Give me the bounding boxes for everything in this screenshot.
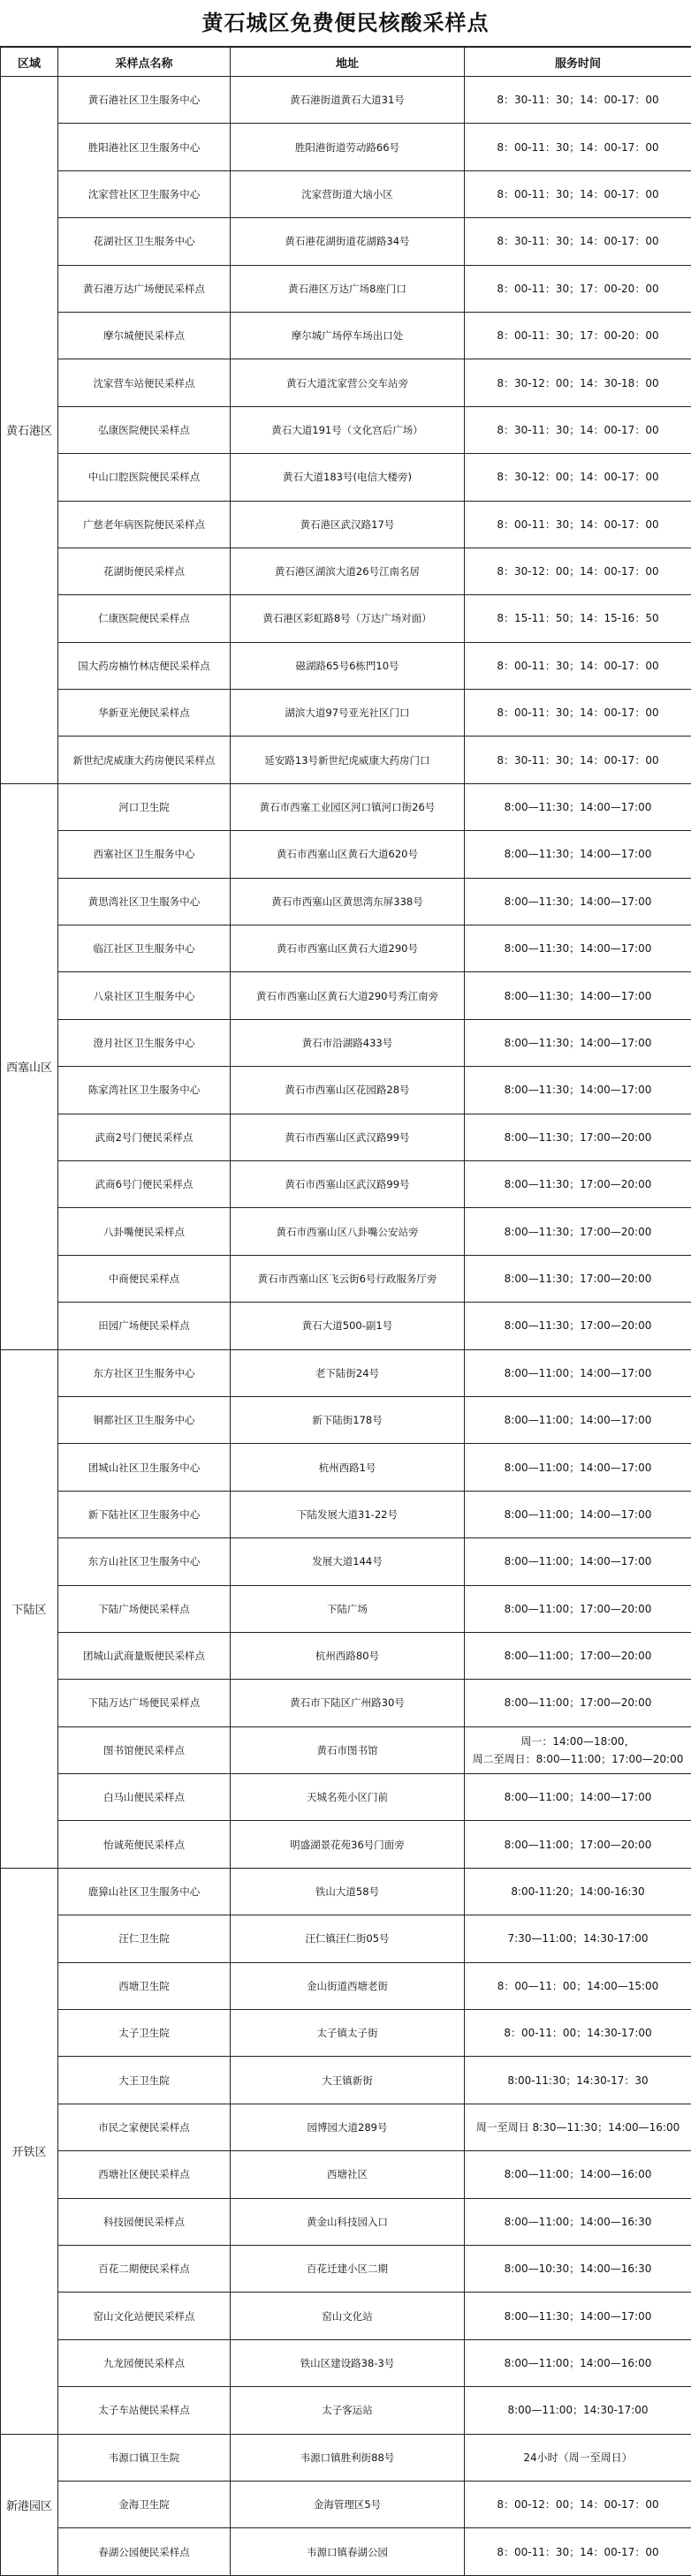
header-service-time: 服务时间	[465, 48, 691, 77]
address-cell: 黄石港区彩虹路8号（万达广场对面）	[231, 595, 465, 642]
table-row	[1, 1632, 691, 1679]
service-time-cell	[465, 77, 691, 124]
site-name-cell: 团城山社区卫生服务中心	[58, 1444, 231, 1491]
site-name-cell: 沈家营社区卫生服务中心	[58, 170, 231, 217]
service-time-cell	[465, 2245, 691, 2292]
region-cell: 新港园区	[1, 2434, 58, 2575]
service-time-line: 8：00-12：00；14：00-17：00	[467, 2496, 688, 2513]
address-cell: 老下陆街24号	[231, 1349, 465, 1396]
address-cell: 黄金山科技园入口	[231, 2198, 465, 2245]
service-time-cell	[465, 2339, 691, 2386]
service-time-cell	[465, 548, 691, 594]
service-time-line: 8:00-11:20；14:00-16:30	[467, 1883, 688, 1900]
table-row	[1, 501, 691, 548]
site-name-cell: 黄思湾社区卫生服务中心	[58, 878, 231, 925]
address-cell: 金山街道西塘老街	[231, 1962, 465, 2009]
address-cell: 下陆广场	[231, 1585, 465, 1632]
address-cell: 黄石市西塞山区八卦嘴公安站旁	[231, 1208, 465, 1255]
service-time-line: 8:00—11:30；14:00—17:00	[467, 940, 688, 957]
table-row	[1, 737, 691, 783]
service-time-cell	[465, 2481, 691, 2527]
address-cell: 汪仁镇汪仁街05号	[231, 1915, 465, 1962]
table-row	[1, 642, 691, 689]
table-row	[1, 1114, 691, 1160]
service-time-cell	[465, 2104, 691, 2150]
service-time-line: 8：30-11：30；14：00-17：00	[467, 91, 688, 109]
service-time-cell	[465, 1585, 691, 1632]
service-time-cell	[465, 2151, 691, 2198]
service-time-cell	[465, 737, 691, 783]
address-cell: 湖滨大道97号亚光社区门口	[231, 690, 465, 737]
service-time-line: 8：00—11：00；14:00—15:00	[467, 1977, 688, 1995]
table-row	[1, 1019, 691, 1066]
service-time-cell	[465, 265, 691, 312]
service-time-cell	[465, 1349, 691, 1396]
service-time-cell	[465, 124, 691, 170]
table-row	[1, 77, 691, 124]
address-cell: 明盛湖景花苑36号门面旁	[231, 1821, 465, 1868]
table-row	[1, 2104, 691, 2150]
address-cell: 黄石市西塞山区武汉路99号	[231, 1114, 465, 1160]
service-time-line: 8：00-11：30；14：00-17：00	[467, 516, 688, 533]
table-row	[1, 218, 691, 265]
site-name-cell: 河口卫生院	[58, 783, 231, 830]
service-time-cell	[465, 312, 691, 359]
table-row	[1, 1303, 691, 1349]
service-time-cell	[465, 831, 691, 878]
service-time-line: 周一：14:00—18:00，	[467, 1733, 688, 1750]
site-name-cell: 九龙园便民采样点	[58, 2339, 231, 2386]
site-name-cell: 太子车站便民采样点	[58, 2387, 231, 2434]
table-row	[1, 2481, 691, 2527]
address-cell: 黄石港花湖街道花湖路34号	[231, 218, 465, 265]
service-time-line: 8：30-12：00；14：00-17：00	[467, 468, 688, 486]
site-name-cell: 华新亚光便民采样点	[58, 690, 231, 737]
service-time-line: 8：15-11：50；14：15-16：50	[467, 609, 688, 627]
address-cell: 黄石市西塞山区黄石大道620号	[231, 831, 465, 878]
service-time-line: 8:00—11:30；14:00—17:00	[467, 2308, 688, 2325]
table-row	[1, 1774, 691, 1821]
service-time-line: 8:00—11:30；17:00—20:00	[467, 1175, 688, 1193]
service-time-cell	[465, 595, 691, 642]
service-time-cell	[465, 501, 691, 548]
site-name-cell: 田园广场便民采样点	[58, 1303, 231, 1349]
address-cell: 黄石市西塞工业园区河口镇河口街26号	[231, 783, 465, 830]
table-row	[1, 1726, 691, 1773]
address-cell: 大王镇新街	[231, 2057, 465, 2104]
service-time-line: 24小时（周一至周日）	[467, 2449, 688, 2466]
service-time-line: 周二至周日：8:00—11:00；17:00—20:00	[467, 1750, 688, 1768]
service-time-line: 8：30-12：00；14：00-17：00	[467, 563, 688, 580]
table-header-row	[1, 48, 691, 77]
table-row	[1, 1680, 691, 1726]
service-time-cell	[465, 2010, 691, 2057]
address-cell: 黄石大道沈家营公交车站旁	[231, 359, 465, 406]
site-name-cell: 武商6号门便民采样点	[58, 1160, 231, 1207]
table-row	[1, 1915, 691, 1962]
address-cell: 黄石市西塞山区武汉路99号	[231, 1160, 465, 1207]
service-time-line: 8：00-11：00；14:30-17:00	[467, 2024, 688, 2042]
site-name-cell: 东方山社区卫生服务中心	[58, 1538, 231, 1585]
table-row	[1, 925, 691, 972]
service-time-cell	[465, 1868, 691, 1915]
site-name-cell: 西塞社区卫生服务中心	[58, 831, 231, 878]
table-row	[1, 1349, 691, 1396]
service-time-cell	[465, 218, 691, 265]
service-time-cell	[465, 1491, 691, 1537]
service-time-cell	[465, 406, 691, 453]
site-name-cell: 仁康医院便民采样点	[58, 595, 231, 642]
table-row	[1, 690, 691, 737]
service-time-line: 8:00—11:30；14:00—17:00	[467, 893, 688, 910]
table-row	[1, 2151, 691, 2198]
address-cell: 杭州西路1号	[231, 1444, 465, 1491]
region-cell: 下陆区	[1, 1349, 58, 1868]
service-time-line: 8:00—11:00；14:00—17:00	[467, 1411, 688, 1429]
region-cell: 黄石港区	[1, 77, 58, 784]
service-time-cell	[465, 1396, 691, 1443]
site-name-cell: 黄石港万达广场便民采样点	[58, 265, 231, 312]
service-time-line: 8：00-11：30；14：00-17：00	[467, 139, 688, 156]
service-time-line: 8:00—11:00；14:00—17:00	[467, 1506, 688, 1523]
service-time-line: 8:00—11:30；17:00—20:00	[467, 1223, 688, 1241]
table-row	[1, 1585, 691, 1632]
address-cell: 韦源口镇胜利街88号	[231, 2434, 465, 2481]
service-time-cell	[465, 1067, 691, 1114]
address-cell: 黄石市图书馆	[231, 1726, 465, 1773]
site-name-cell: 武商2号门便民采样点	[58, 1114, 231, 1160]
service-time-cell	[465, 1538, 691, 1585]
table-row	[1, 359, 691, 406]
address-cell: 黄石港街道黄石大道31号	[231, 77, 465, 124]
table-row	[1, 406, 691, 453]
table-row	[1, 972, 691, 1019]
address-cell: 太子镇太子街	[231, 2010, 465, 2057]
table-body	[1, 77, 691, 2576]
page-title: 黄石城区免费便民核酸采样点	[0, 0, 691, 47]
site-name-cell: 汪仁卫生院	[58, 1915, 231, 1962]
service-time-cell	[465, 2293, 691, 2339]
service-time-cell	[465, 1680, 691, 1726]
address-cell: 新下陆街178号	[231, 1396, 465, 1443]
address-cell: 黄石市西塞山区飞云街6号行政服务厅旁	[231, 1255, 465, 1302]
address-cell: 铁山区建设路38-3号	[231, 2339, 465, 2386]
address-cell: 摩尔城广场停车场出口处	[231, 312, 465, 359]
site-name-cell: 百花二期便民采样点	[58, 2245, 231, 2292]
table-row	[1, 2198, 691, 2245]
site-name-cell: 团城山武商量贩便民采样点	[58, 1632, 231, 1679]
service-time-cell	[465, 1821, 691, 1868]
address-cell: 窑山文化站	[231, 2293, 465, 2339]
service-time-cell	[465, 2434, 691, 2481]
address-cell: 黄石大道191号（文化宫后广场）	[231, 406, 465, 453]
service-time-line: 8:00—11:00；17:00—20:00	[467, 1647, 688, 1665]
region-cell: 西塞山区	[1, 783, 58, 1349]
site-name-cell: 中商便民采样点	[58, 1255, 231, 1302]
table-row	[1, 1538, 691, 1585]
service-time-line: 8:00—11:30；14:00—17:00	[467, 987, 688, 1005]
site-name-cell: 黄石港社区卫生服务中心	[58, 77, 231, 124]
site-name-cell: 中山口腔医院便民采样点	[58, 454, 231, 501]
service-time-line: 8:00—11:30；17:00—20:00	[467, 1270, 688, 1288]
service-time-line: 8:00—11:30；17:00—20:00	[467, 1317, 688, 1334]
service-time-line: 8：30-11：30；14：00-17：00	[467, 421, 688, 439]
service-time-cell	[465, 972, 691, 1019]
service-time-cell	[465, 1962, 691, 2009]
table-row	[1, 2057, 691, 2104]
address-cell: 磁湖路65号6栋門10号	[231, 642, 465, 689]
address-cell: 西塘社区	[231, 2151, 465, 2198]
service-time-line: 8：30-11：30；14：00-17：00	[467, 752, 688, 769]
address-cell: 胜阳港街道劳动路66号	[231, 124, 465, 170]
site-name-cell: 陈家湾社区卫生服务中心	[58, 1067, 231, 1114]
table-row	[1, 1444, 691, 1491]
table-row	[1, 595, 691, 642]
service-time-cell	[465, 1303, 691, 1349]
service-time-cell	[465, 1444, 691, 1491]
header-region: 区域	[1, 48, 58, 77]
service-time-cell	[465, 925, 691, 972]
table-row	[1, 878, 691, 925]
region-cell: 开铁区	[1, 1868, 58, 2434]
service-time-line: 8：00-11：30；14：00-17：00	[467, 657, 688, 675]
service-time-line: 8：00-11：30；14：00-17：00	[467, 2543, 688, 2561]
service-time-line: 8:00—11:00；14:00—17:00	[467, 1788, 688, 1806]
service-time-line: 8:00—11:30；14:00—17:00	[467, 798, 688, 816]
service-time-line: 8:00—11:30；14:00—17:00	[467, 845, 688, 863]
table-row	[1, 2293, 691, 2339]
service-time-cell	[465, 359, 691, 406]
site-name-cell: 胜阳港社区卫生服务中心	[58, 124, 231, 170]
service-time-cell	[465, 1160, 691, 1207]
site-name-cell: 广慈老年病医院便民采样点	[58, 501, 231, 548]
service-time-cell	[465, 1774, 691, 1821]
service-time-cell	[465, 2387, 691, 2434]
site-name-cell: 国大药房楠竹林店便民采样点	[58, 642, 231, 689]
table-row	[1, 2528, 691, 2575]
table-row	[1, 2010, 691, 2057]
site-name-cell: 新下陆社区卫生服务中心	[58, 1491, 231, 1537]
site-name-cell: 太子卫生院	[58, 2010, 231, 2057]
table-row	[1, 1396, 691, 1443]
address-cell: 黄石市下陆区广州路30号	[231, 1680, 465, 1726]
service-time-line: 8：00-11：30；17：00-20：00	[467, 280, 688, 298]
table-row	[1, 1255, 691, 1302]
site-name-cell: 花湖街便民采样点	[58, 548, 231, 594]
service-time-line: 8：00-11：30；14：00-17：00	[467, 704, 688, 721]
address-cell: 黄石市沿湖路433号	[231, 1019, 465, 1066]
address-cell: 发展大道144号	[231, 1538, 465, 1585]
table-row	[1, 831, 691, 878]
site-name-cell: 春湖公园便民采样点	[58, 2528, 231, 2575]
address-cell: 下陆发展大道31-22号	[231, 1491, 465, 1537]
service-time-cell	[465, 1114, 691, 1160]
service-time-line: 8:00—11:00；17:00—20:00	[467, 1694, 688, 1711]
table-row	[1, 548, 691, 594]
table-row	[1, 783, 691, 830]
table-row	[1, 454, 691, 501]
address-cell: 沈家营街道大垴小区	[231, 170, 465, 217]
site-name-cell: 新世纪虎威康大药房便民采样点	[58, 737, 231, 783]
site-name-cell: 下陆广场便民采样点	[58, 1585, 231, 1632]
service-time-line: 8:00—11:00；14:00—16:30	[467, 2213, 688, 2231]
site-name-cell: 八泉社区卫生服务中心	[58, 972, 231, 1019]
service-time-line: 8:00—11:00；14:00—16:00	[467, 2165, 688, 2183]
header-address: 地址	[231, 48, 465, 77]
site-name-cell: 怡诚苑便民采样点	[58, 1821, 231, 1868]
service-time-line: 8：00-11：30；17：00-20：00	[467, 327, 688, 344]
address-cell: 太子客运站	[231, 2387, 465, 2434]
site-name-cell: 摩尔城便民采样点	[58, 312, 231, 359]
service-time-cell	[465, 454, 691, 501]
address-cell: 铁山大道58号	[231, 1868, 465, 1915]
address-cell: 黄石市西塞山区黄石大道290号秀江南旁	[231, 972, 465, 1019]
service-time-line: 8:00—11:30；14:00—17:00	[467, 1081, 688, 1099]
site-name-cell: 下陆万达广场便民采样点	[58, 1680, 231, 1726]
service-time-cell	[465, 1019, 691, 1066]
service-time-line: 8:00—11:00；14:30-17:00	[467, 2401, 688, 2419]
site-name-cell: 澄月社区卫生服务中心	[58, 1019, 231, 1066]
site-name-cell: 铜都社区卫生服务中心	[58, 1396, 231, 1443]
service-time-cell	[465, 1726, 691, 1773]
address-cell: 黄石港区万达广场8座门口	[231, 265, 465, 312]
table-row	[1, 2245, 691, 2292]
address-cell: 天城名苑小区门前	[231, 1774, 465, 1821]
table-row	[1, 2387, 691, 2434]
service-time-cell	[465, 690, 691, 737]
address-cell: 百花迁建小区二期	[231, 2245, 465, 2292]
table-row	[1, 124, 691, 170]
service-time-line: 8：00-11：30；14：00-17：00	[467, 185, 688, 203]
address-cell: 杭州西路80号	[231, 1632, 465, 1679]
service-time-line: 8:00—10:30；14:00—16:30	[467, 2260, 688, 2278]
address-cell: 黄石市西塞山区黄思湾东屏338号	[231, 878, 465, 925]
site-name-cell: 图书馆便民采样点	[58, 1726, 231, 1773]
site-name-cell: 韦源口镇卫生院	[58, 2434, 231, 2481]
address-cell: 黄石市西塞山区花园路28号	[231, 1067, 465, 1114]
service-time-line: 8:00—11:30；14:00—17:00	[467, 1034, 688, 1052]
service-time-line: 8:00-11:30；14:30-17：30	[467, 2072, 688, 2089]
sampling-sites-table	[0, 47, 691, 2576]
address-cell: 黄石大道500-副1号	[231, 1303, 465, 1349]
service-time-line: 8：30-12：00；14：30-18：00	[467, 374, 688, 392]
address-cell: 黄石港区湖滨大道26号江南名居	[231, 548, 465, 594]
table-row	[1, 312, 691, 359]
site-name-cell: 临江社区卫生服务中心	[58, 925, 231, 972]
site-name-cell: 西塘社区便民采样点	[58, 2151, 231, 2198]
header-site-name: 采样点名称	[58, 48, 231, 77]
service-time-line: 8：30-11：30；14：00-17：00	[467, 232, 688, 250]
service-time-line: 7:30—11:00；14:30-17:00	[467, 1930, 688, 1947]
site-name-cell: 八卦嘴便民采样点	[58, 1208, 231, 1255]
table-row	[1, 1962, 691, 2009]
table-row	[1, 170, 691, 217]
site-name-cell: 花湖社区卫生服务中心	[58, 218, 231, 265]
address-cell: 黄石市西塞山区黄石大道290号	[231, 925, 465, 972]
address-cell: 韦源口镇春湖公园	[231, 2528, 465, 2575]
table-row	[1, 2434, 691, 2481]
service-time-line: 8:00—11:00；14:00—17:00	[467, 1459, 688, 1477]
site-name-cell: 东方社区卫生服务中心	[58, 1349, 231, 1396]
table-row	[1, 1160, 691, 1207]
table-row	[1, 265, 691, 312]
table-row	[1, 1868, 691, 1915]
site-name-cell: 西塘卫生院	[58, 1962, 231, 2009]
address-cell: 园博园大道289号	[231, 2104, 465, 2150]
service-time-cell	[465, 1255, 691, 1302]
address-cell: 延安路13号新世纪虎威康大药房门口	[231, 737, 465, 783]
site-name-cell: 窑山文化站便民采样点	[58, 2293, 231, 2339]
service-time-cell	[465, 1915, 691, 1962]
address-cell: 黄石港区武汉路17号	[231, 501, 465, 548]
table-row	[1, 1208, 691, 1255]
site-name-cell: 大王卫生院	[58, 2057, 231, 2104]
service-time-cell	[465, 2057, 691, 2104]
service-time-cell	[465, 2198, 691, 2245]
site-name-cell: 沈家营车站便民采样点	[58, 359, 231, 406]
service-time-line: 8:00—11:00；17:00—20:00	[467, 1600, 688, 1618]
site-name-cell: 市民之家便民采样点	[58, 2104, 231, 2150]
service-time-cell	[465, 1632, 691, 1679]
site-name-cell: 科技园便民采样点	[58, 2198, 231, 2245]
service-time-line: 8:00—11:00；14:00—16:00	[467, 2354, 688, 2372]
service-time-cell	[465, 642, 691, 689]
site-name-cell: 白马山便民采样点	[58, 1774, 231, 1821]
site-name-cell: 弘康医院便民采样点	[58, 406, 231, 453]
site-name-cell: 金海卫生院	[58, 2481, 231, 2527]
service-time-line: 8:00—11:00；17:00—20:00	[467, 1836, 688, 1854]
table-row	[1, 1067, 691, 1114]
service-time-cell	[465, 170, 691, 217]
address-cell: 金海管理区5号	[231, 2481, 465, 2527]
service-time-cell	[465, 878, 691, 925]
service-time-line: 8:00—11:30；17:00—20:00	[467, 1129, 688, 1146]
service-time-cell	[465, 1208, 691, 1255]
service-time-line: 8:00—11:00；14:00—17:00	[467, 1552, 688, 1570]
service-time-line: 周一至周日 8:30—11:30；14:00—16:00	[467, 2119, 688, 2136]
site-name-cell: 鹿獐山社区卫生服务中心	[58, 1868, 231, 1915]
table-row	[1, 2339, 691, 2386]
table-row	[1, 1491, 691, 1537]
address-cell: 黄石大道183号(电信大楼旁)	[231, 454, 465, 501]
service-time-line: 8:00—11:00；14:00—17:00	[467, 1364, 688, 1382]
table-row	[1, 1821, 691, 1868]
service-time-cell	[465, 2528, 691, 2575]
service-time-cell	[465, 783, 691, 830]
